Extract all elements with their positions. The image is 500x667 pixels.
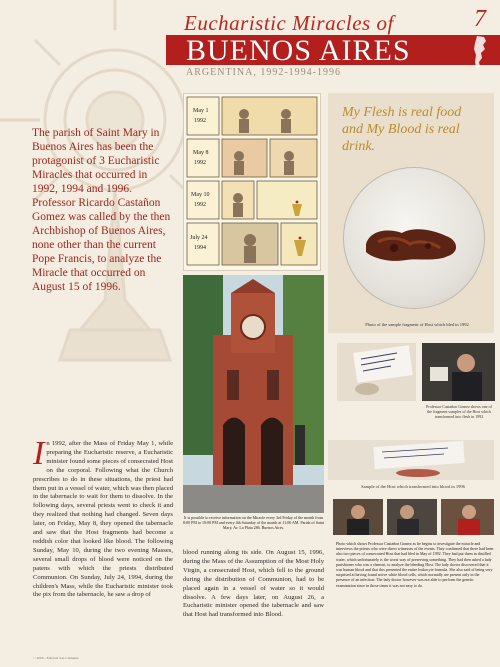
svg-text:1992: 1992 <box>194 118 206 124</box>
fragment-caption: Photo of the sample fragment of Host which bled in 1992 <box>365 322 469 327</box>
series-title: Eucharistic Miracles of <box>184 11 394 35</box>
comic-date-4: July 24 <box>190 235 208 241</box>
body-column-2 <box>183 549 324 620</box>
host-fragment-image <box>358 224 464 264</box>
comic-strip <box>183 93 321 271</box>
comic-date-1: May 1 <box>193 108 209 114</box>
interview-photo-2 <box>387 499 437 535</box>
comic-date-3: May 10 <box>191 192 210 198</box>
interview-photo-1 <box>333 499 383 535</box>
sample-1996-caption: Sample of the Host which transformed into blood in 1996 <box>361 484 465 489</box>
church-caption: It is possible to receive information on the Miracle every 3rd Friday of the month from 8:00 PM to 10:00 PM and every 4th Saturday of the month at 11:00 AM. Parish of Saint Mary, Av. La Plata 286. Buenos Aires. <box>183 515 324 530</box>
page-number: 7 <box>474 6 486 32</box>
page-title: BUENOS AIRES <box>186 34 411 67</box>
copyright-notice: © 2006 - Edizioni San Clemente <box>33 656 79 660</box>
body-text-2: blood running along its side. On August 15, 1996, during the Mass of the Assumption of the Most Holy Virgin, a consecrated Host, which fell to the ground during the distribution of Communion, had to be placed again in a vessel of water so it would dissolve. A few days later, on August 26, a Eucharistic minister opened the tabernacle and saw that Host had transformed into Blood. <box>183 549 324 619</box>
interview-caption: Photo which shows Professor Castañon Gomez as he begins to investigate the miracle and interviews the priests who were direct witnesses of the events. They confirmed that there had been also two pieces of consecrated Host that had bled in May of 1992. They had put them in distilled water, which unfortunately is the worst way of preserving something. They had then asked a lady parishioner who was a chemist, to analyze the bleeding Host. The lady doctor discovered that it was human blood and that this presented the entire leukocyte formula. She also said of being very surprised at having found active white blood cells, which normally are present only in the presence of an infection. The lady doctor however was not able to perform the genetic examination since in those times it was not easy to do. <box>336 541 494 588</box>
svg-text:1992: 1992 <box>194 160 206 166</box>
body-column-1 <box>33 435 173 600</box>
gomez-photo <box>422 343 495 401</box>
drop-cap: I <box>33 435 45 472</box>
page-subtitle: ARGENTINA, 1992-1994-1996 <box>186 67 341 78</box>
svg-text:1992: 1992 <box>194 202 206 208</box>
scripture-quote: My Flesh is real food and My Blood is real drink. <box>342 105 462 154</box>
comic-date-2: May 8 <box>193 150 209 156</box>
sample-1996-photo <box>328 440 494 480</box>
gomez-caption: Professor Castañon Gomez shows one of the fragment samples of the Host which transformed into flesh in 1992 <box>426 404 492 419</box>
sample-jar-photo <box>337 343 416 401</box>
argentina-map-icon <box>468 35 492 69</box>
church-photo <box>183 275 324 513</box>
svg-text:1994: 1994 <box>194 245 206 251</box>
intro-paragraph: The parish of Saint Mary in Buenos Aires has been the protagonist of 3 Eucharistic Miracles that occurred in 1992, 1994 and 1996. Professor Ricardo Castañon Gomez was called by the then Archbishop of Buenos Aires, none other than the current Pope Francis, to analyze the Miracle that occurred on August 15 of 1996. <box>32 127 171 293</box>
interview-photo-3 <box>441 499 494 535</box>
body-text-1: n 1992, after the Mass of Friday May 1, while preparing the Eucharistic reserve, a Eucharistic minister found some pieces of consecrated Host on the corporal. Following what the Church prescribes to do in these situations, the priest had them put in a vessel of water, which was then placed in the tabernacle to wait for them to dissolve. In the following days, several priests went to check it and they realized that nothing had changed. Seven days later, on Friday, May 8, they opened the tabernacle and saw that the Host fragments had become a reddish color that looked like blood. The following Sunday, May 10, during the two evening Masses, several small drops of blood were noticed on the patens with which the priests distributed Communion. On Sunday, July 24, 1994, during the children's Mass, while the Eucharistic minister took the pix from the tabernacle, he saw a drop of <box>33 440 173 599</box>
comic-panels <box>184 94 320 270</box>
